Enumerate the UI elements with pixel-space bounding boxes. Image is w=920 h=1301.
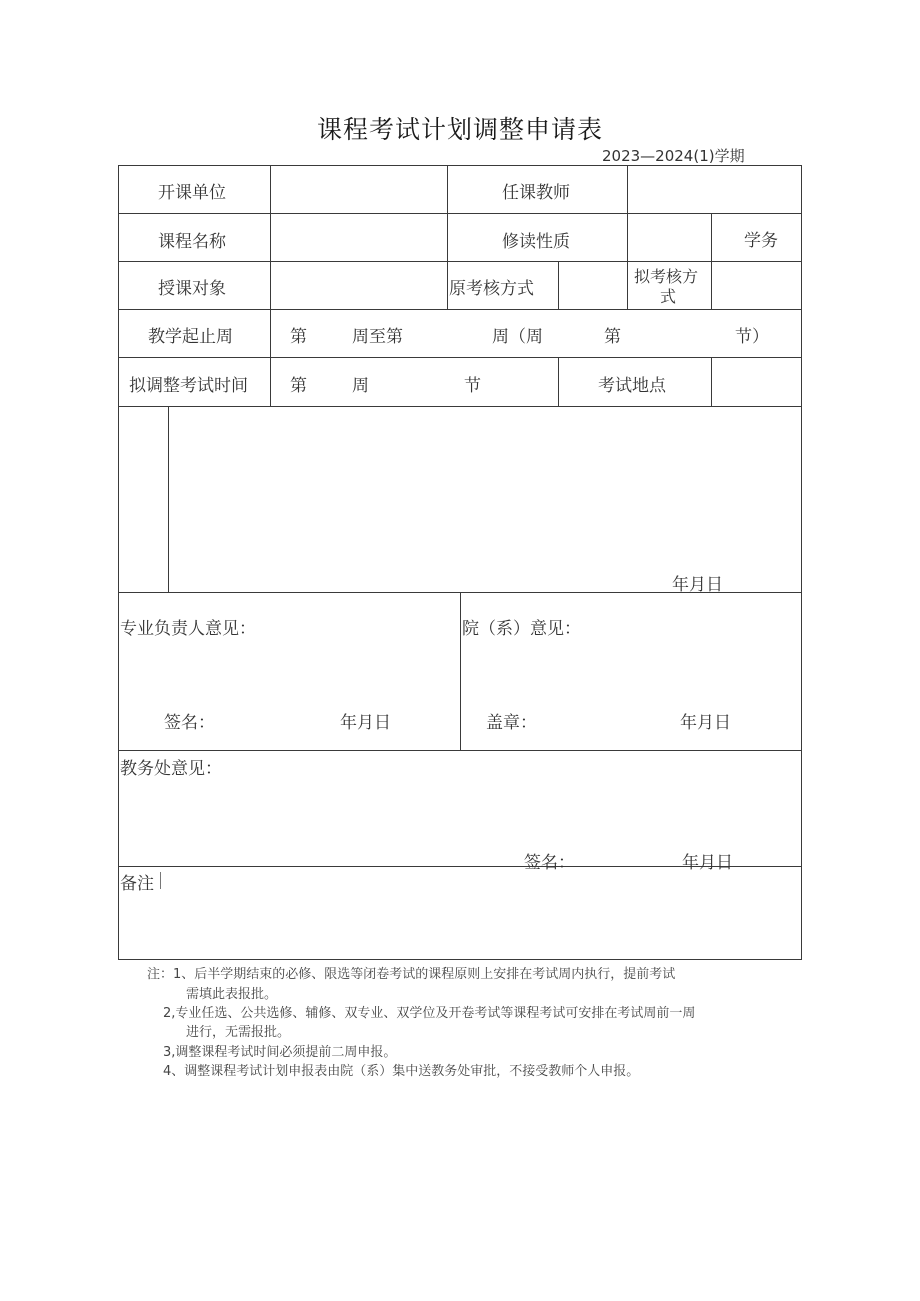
- college-date: 年月日: [680, 713, 731, 733]
- row-divider: [118, 750, 802, 751]
- term-label: 2023—2024(1)学期: [602, 147, 745, 165]
- exam-location-label: 考试地点: [598, 376, 666, 396]
- col-divider: [558, 357, 559, 406]
- col-divider: [447, 261, 448, 309]
- period-prefix: 第: [604, 327, 621, 347]
- course-name-label: 课程名称: [158, 232, 226, 252]
- week-to: 周至第: [352, 327, 403, 347]
- new-exam-method-label: 拟考核方: [634, 267, 699, 286]
- original-exam-method-label: 原考核方式: [449, 279, 534, 299]
- major-opinion-label: 专业负责人意见：: [120, 619, 256, 639]
- new-exam-method-field[interactable]: [713, 263, 800, 308]
- reason-date: 年月日: [672, 575, 723, 595]
- remark-label: 备注: [120, 874, 154, 894]
- college-seal-label: 盖章：: [486, 713, 537, 733]
- row-divider: [118, 309, 802, 310]
- row-divider: [118, 213, 802, 214]
- col-divider: [447, 165, 448, 213]
- col-divider: [627, 213, 628, 261]
- teacher-field[interactable]: [629, 167, 800, 212]
- exam-period: 节: [464, 376, 481, 396]
- page-title: 课程考试计划调整申请表: [316, 115, 603, 144]
- table-border-bottom: [118, 959, 802, 960]
- col-divider: [447, 213, 448, 261]
- col-divider: [270, 213, 271, 261]
- major-date: 年月日: [340, 713, 391, 733]
- row-divider: [118, 261, 802, 262]
- period-suffix: 节）: [735, 327, 769, 347]
- col-divider: [270, 357, 271, 406]
- col-divider: [711, 261, 712, 309]
- remark-field[interactable]: [164, 868, 800, 958]
- week-prefix: 第: [290, 327, 307, 347]
- original-exam-method-field[interactable]: [560, 263, 626, 308]
- col-divider: [270, 165, 271, 213]
- note-2-continued: 进行，无需报批。: [186, 1025, 291, 1040]
- teaching-weeks-label: 教学起止周: [148, 327, 233, 347]
- study-nature-label: 修读性质: [502, 232, 570, 252]
- week-weekday: 周（周: [492, 327, 543, 347]
- academic-affairs-label: 学务: [744, 231, 778, 251]
- table-border-right: [801, 165, 802, 960]
- note-4: 4、调整课程考试计划申报表由院（系）集中送教务处审批，不接受教师个人申报。: [163, 1064, 640, 1079]
- col-divider: [711, 213, 712, 261]
- exam-week-prefix: 第: [290, 376, 307, 396]
- course-name-field[interactable]: [272, 215, 446, 260]
- college-opinion-label: 院（系）意见：: [462, 619, 581, 639]
- exam-week: 周: [352, 376, 369, 396]
- col-divider: [168, 406, 169, 592]
- exam-location-field[interactable]: [713, 359, 800, 405]
- row-divider: [118, 357, 802, 358]
- note-1: 注：1、后半学期结束的必修、限选等闭卷考试的课程原则上安排在考试周内执行，提前考试: [147, 967, 676, 982]
- note-3: 3,调整课程考试时间必须提前二周申报。: [163, 1045, 397, 1060]
- table-border-left: [118, 165, 119, 960]
- col-divider: [558, 261, 559, 309]
- study-nature-field[interactable]: [629, 215, 710, 260]
- text-cursor: [160, 872, 161, 889]
- new-exam-method-label-2: 式: [660, 287, 677, 306]
- teaching-target-label: 授课对象: [158, 279, 226, 299]
- academic-affairs-opinion-label: 教务处意见：: [120, 759, 222, 779]
- col-divider: [711, 357, 712, 406]
- academic-affairs-date: 年月日: [682, 853, 733, 873]
- major-sign-label: 签名：: [164, 713, 215, 733]
- dept-field[interactable]: [272, 167, 446, 212]
- teacher-label: 任课教师: [502, 183, 570, 203]
- col-divider: [460, 592, 461, 750]
- note-2: 2,专业任选、公共选修、辅修、双专业、双学位及开卷考试等课程考试可安排在考试周前一周: [163, 1006, 696, 1021]
- col-divider: [627, 261, 628, 309]
- academic-affairs-sign-label: 签名：: [524, 853, 575, 873]
- adjusted-exam-time-label: 拟调整考试时间: [129, 376, 248, 396]
- teaching-target-field[interactable]: [272, 263, 446, 308]
- row-divider: [118, 406, 802, 407]
- note-1-continued: 需填此表报批。: [186, 987, 278, 1002]
- reason-field[interactable]: [170, 408, 800, 591]
- table-border-top: [118, 165, 802, 166]
- col-divider: [627, 165, 628, 213]
- dept-label: 开课单位: [158, 183, 226, 203]
- col-divider: [270, 309, 271, 357]
- col-divider: [270, 261, 271, 309]
